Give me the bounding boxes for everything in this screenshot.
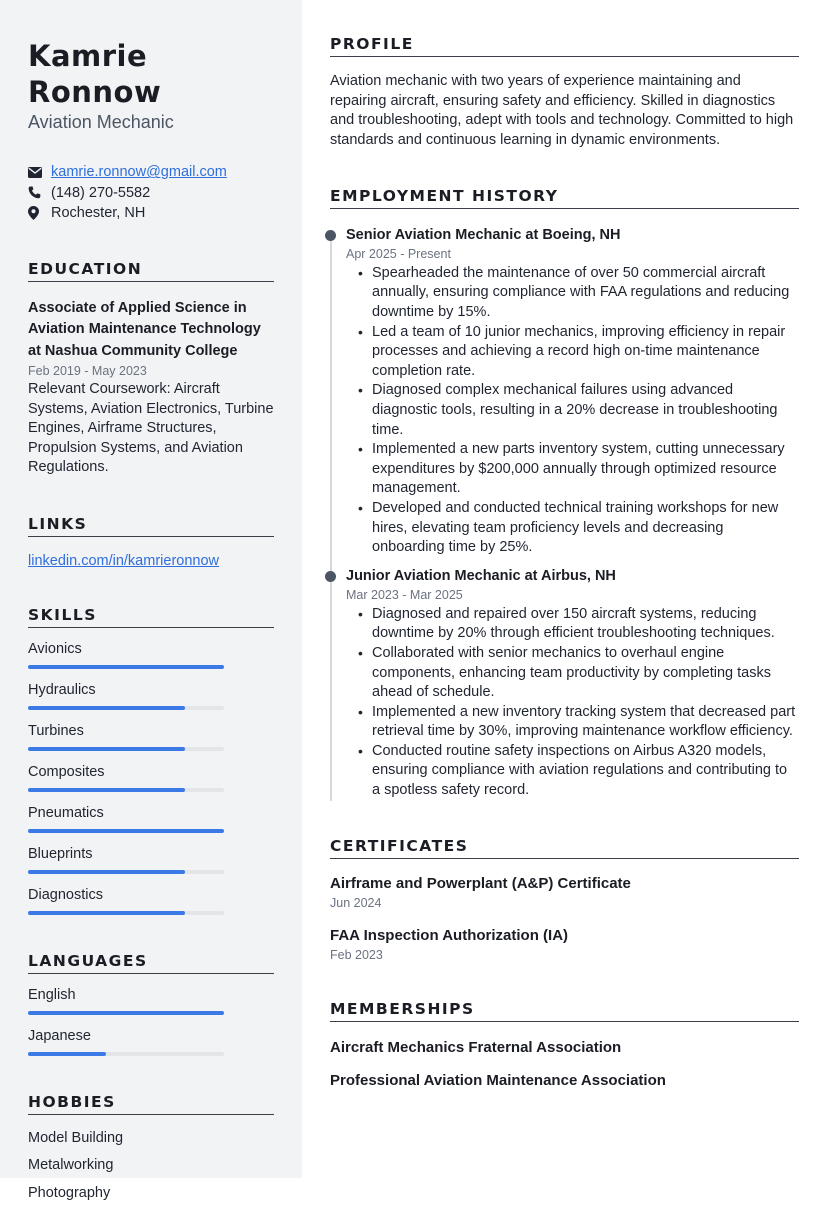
hobbies-section [28, 1093, 274, 1207]
timeline-dot [325, 571, 336, 582]
contact-location [28, 203, 274, 224]
skill-bar-fill [28, 870, 185, 874]
skill-item [28, 763, 274, 792]
email-link[interactable]: kamrie.ronnow@gmail.com [51, 164, 227, 180]
linkedin-link[interactable]: linkedin.com/in/kamrieronnow [28, 553, 274, 569]
profile-section [330, 35, 799, 151]
job-dates: Apr 2025 - Present [346, 245, 799, 263]
skill-bar [28, 788, 224, 792]
membership-item: Aircraft Mechanics Fraternal Association [330, 1038, 799, 1058]
skill-bar [28, 870, 224, 874]
job-bullet: • Developed and conducted technical training workshops for new hires, elevating team proficiency levels and decreasing onboarding time by 25%. [346, 499, 799, 558]
memberships-heading: MEMBERSHIPS [330, 1000, 799, 1022]
skill-bar [28, 706, 224, 710]
skill-bar [28, 829, 224, 833]
skill-item [28, 681, 274, 710]
language-bar [28, 1011, 224, 1015]
skill-bar-fill [28, 665, 224, 669]
memberships-section [330, 1000, 799, 1091]
skill-name: Diagnostics [28, 886, 274, 905]
certificate-item [330, 874, 799, 912]
education-description: Relevant Coursework: Aircraft Systems, Aviation Electronics, Turbine Engines, Airframe Structures, Propulsion Systems, and Aviation Regulations. [28, 380, 274, 478]
skill-name: Composites [28, 763, 274, 782]
job-bullet: • Spearheaded the maintenance of over 50 commercial aircraft annually, ensuring compliance with FAA regulations and reducing downtime by 15%. [346, 264, 799, 323]
language-bar-fill [28, 1052, 106, 1056]
candidate-name: Kamrie Ronnow [28, 38, 274, 110]
education-dates: Feb 2019 - May 2023 [28, 362, 274, 380]
skills-heading: SKILLS [28, 606, 274, 628]
languages-heading: LANGUAGES [28, 952, 274, 974]
sidebar [0, 0, 302, 1178]
skill-item [28, 845, 274, 874]
job-entry [330, 567, 799, 801]
skill-bar [28, 665, 224, 669]
skill-bar-fill [28, 747, 185, 751]
links-heading: LINKS [28, 515, 274, 537]
job-bullets [346, 264, 799, 558]
hobby-item: Model Building [28, 1125, 274, 1153]
education-section [28, 260, 274, 478]
certificate-date: Feb 2023 [330, 946, 799, 964]
certificates-heading: CERTIFICATES [330, 837, 799, 859]
skill-item [28, 640, 274, 669]
employment-heading: EMPLOYMENT HISTORY [330, 187, 799, 209]
contact-email [28, 162, 274, 183]
phone-number: (148) 270-5582 [51, 185, 150, 201]
skill-bar-fill [28, 829, 224, 833]
certificates-section [330, 837, 799, 964]
education-heading: EDUCATION [28, 260, 274, 282]
skill-item [28, 886, 274, 915]
hobby-item: Metalworking [28, 1152, 274, 1180]
skills-section [28, 606, 274, 915]
links-section [28, 515, 274, 569]
membership-item: Professional Aviation Maintenance Association [330, 1071, 799, 1091]
skill-bar-fill [28, 706, 185, 710]
skill-name: Blueprints [28, 845, 274, 864]
languages-section [28, 952, 274, 1056]
skill-name: Turbines [28, 722, 274, 741]
job-title: Junior Aviation Mechanic at Airbus, NH [346, 567, 799, 586]
contact-phone [28, 183, 274, 204]
certificate-item [330, 926, 799, 964]
language-bar-fill [28, 1011, 224, 1015]
skill-bar [28, 747, 224, 751]
skill-bar-fill [28, 788, 185, 792]
envelope-icon [28, 167, 51, 178]
map-pin-icon [28, 206, 51, 220]
main-content [330, 0, 799, 1091]
skill-name: Hydraulics [28, 681, 274, 700]
skill-bar-fill [28, 911, 185, 915]
contact-list [28, 162, 274, 224]
certificate-date: Jun 2024 [330, 894, 799, 912]
job-bullet: • Implemented a new parts inventory system, cutting unnecessary expenditures by $200,000 annually through optimized resource management. [346, 440, 799, 499]
hobby-list [28, 1125, 274, 1207]
job-bullet: • Collaborated with senior mechanics to overhaul engine components, enhancing team productivity by completing tasks ahead of schedule. [346, 644, 799, 703]
location-text: Rochester, NH [51, 205, 145, 221]
phone-icon [28, 186, 51, 199]
job-bullet: • Led a team of 10 junior mechanics, improving efficiency in repair processes and achieving a record high on-time maintenance completion rate. [346, 323, 799, 382]
language-name: Japanese [28, 1027, 274, 1046]
job-bullet: • Implemented a new inventory tracking system that decreased part retrieval time by 30%, improving maintenance workflow efficiency. [346, 703, 799, 742]
certificate-name: FAA Inspection Authorization (IA) [330, 926, 799, 946]
certificate-name: Airframe and Powerplant (A&P) Certificate [330, 874, 799, 894]
language-item [28, 986, 274, 1015]
education-degree: Associate of Applied Science in Aviation Maintenance Technology at Nashua Community College [28, 298, 274, 363]
employment-timeline [330, 226, 799, 801]
employment-section [330, 187, 799, 801]
profile-text: Aviation mechanic with two years of experience maintaining and repairing aircraft, ensuring safety and efficiency. Skilled in diagnostics and troubleshooting, adept with tools and technology. Committed to high standards and continuous learning in dynamic environments. [330, 72, 799, 151]
skill-name: Avionics [28, 640, 274, 659]
skill-item [28, 804, 274, 833]
skill-name: Pneumatics [28, 804, 274, 823]
job-bullet: • Diagnosed complex mechanical failures using advanced diagnostic tools, resulting in a 20% decrease in troubleshooting time. [346, 381, 799, 440]
profile-heading: PROFILE [330, 35, 799, 57]
skill-bar [28, 911, 224, 915]
job-title: Aviation Mechanic [28, 110, 274, 134]
timeline-dot [325, 230, 336, 241]
job-bullet: • Diagnosed and repaired over 150 aircraft systems, reducing downtime by 20% through efficient troubleshooting techniques. [346, 605, 799, 644]
skill-item [28, 722, 274, 751]
hobbies-heading: HOBBIES [28, 1093, 274, 1115]
hobby-item: Photography [28, 1180, 274, 1207]
job-dates: Mar 2023 - Mar 2025 [346, 586, 799, 604]
job-bullet: • Conducted routine safety inspections on Airbus A320 models, ensuring compliance with aviation regulations and contributing to a spotless safety record. [346, 742, 799, 801]
job-entry [330, 226, 799, 558]
job-bullets [346, 605, 799, 801]
job-title: Senior Aviation Mechanic at Boeing, NH [346, 226, 799, 245]
language-item [28, 1027, 274, 1056]
membership-list [330, 1038, 799, 1091]
language-bar [28, 1052, 224, 1056]
language-name: English [28, 986, 274, 1005]
